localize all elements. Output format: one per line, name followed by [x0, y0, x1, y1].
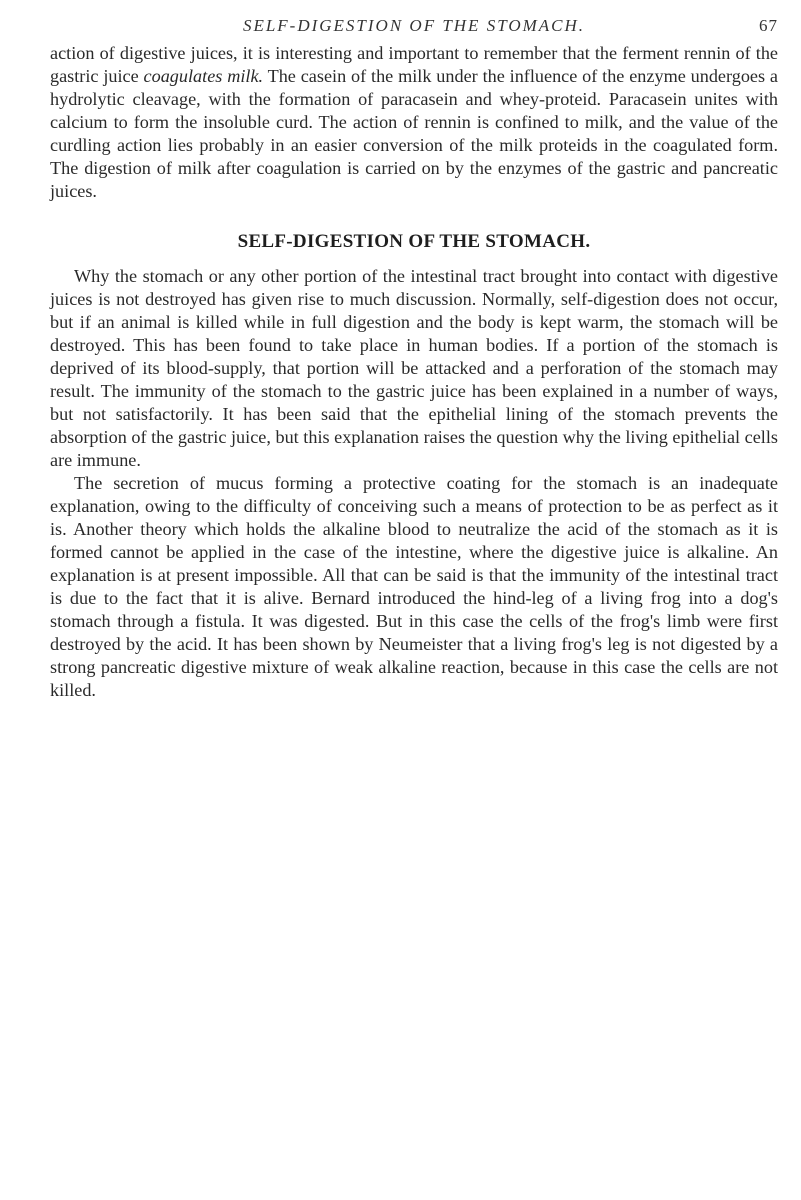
paragraph-mucus-theory: The secretion of mucus forming a protective coating for the stomach is an inadequate explanation, owing to the difficulty of conceiving such a means of protection to be as perfect as it is. Another theory which holds the alkaline blood to neutralize the acid of the stomach as it is formed cannot be applied in the case of the intestine, where the digestive juice is alkaline. An explanation is at present impossible. All that can be said is that the immunity of the intestinal tract is due to the fact that it is alive. Bernard introduced the hind-leg of a living frog into a dog's stomach through a fistula. It was digested. But in this case the cells of the frog's limb were first destroyed by the acid. It has been shown by Neumeister that a living frog's leg is not digested by a strong pancreatic digestive mixture of weak alkaline reaction, because in this case the cells are not killed.	[50, 473, 778, 700]
continued-text-end: The casein of the milk under the influence of the enzyme undergoes a hydrolytic cleavage, with the formation of paracasein and whey-proteid. Paracasein unites with calcium to form the insoluble curd. The action of rennin is confined to milk, and the value of the curdling action lies probably in an easier conversion of the milk proteids in the coagulated form. The digestion of milk after coagulation is carried on by the enzymes of the gastric and pancreatic juices.	[50, 66, 778, 201]
paragraph-immunity: Why the stomach or any other portion of the intestinal tract brought into contact with digestive juices is not destroyed has given rise to much discussion. Normally, self-digestion does not occur, but if an animal is killed while in full digestion and the body is kept warm, the stomach will be destroyed. This has been found to take place in human bodies. If a portion of the stomach is deprived of its blood-supply, that portion will be attacked and a perforation of the stomach may result. The immunity of the stomach to the gastric juice has been explained in a number of ways, but not satisfactorily. It has been said that the epithelial lining of the stomach prevents the absorption of the gastric juice, but this explanation raises the question why the living epithelial cells are immune.	[50, 266, 778, 470]
section-heading: SELF-DIGESTION OF THE STOMACH.	[237, 231, 591, 252]
page-number: 67	[759, 16, 778, 35]
italic-phrase: coagulates milk.	[143, 66, 264, 86]
book-page	[50, 12, 778, 702]
continued-text-start: action of digestive juices, it is interesting and important to remember that the ferment rennin of the gastric juice	[50, 43, 778, 86]
running-title: SELF-DIGESTION OF THE STOMACH.	[242, 16, 586, 35]
continued-paragraph	[50, 42, 778, 203]
running-head	[50, 12, 778, 42]
